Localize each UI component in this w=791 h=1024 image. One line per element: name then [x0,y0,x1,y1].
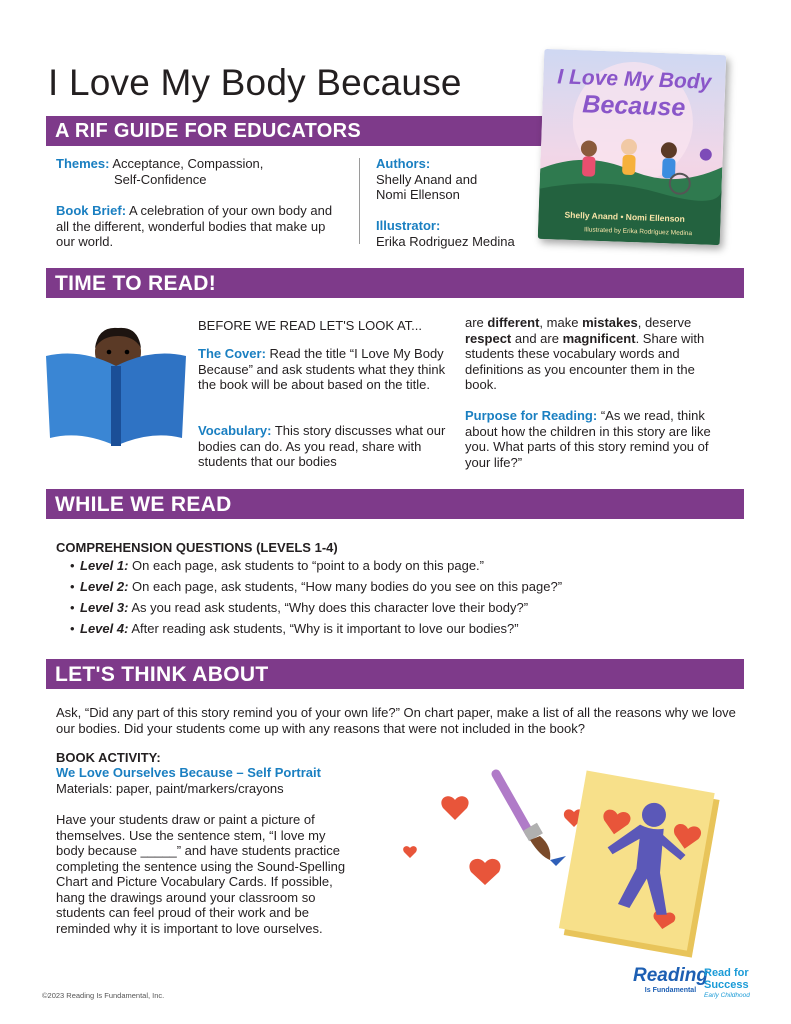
time-to-read-heading: TIME TO READ! [46,268,744,298]
guide-bar: A RIF GUIDE FOR EDUCATORS [46,116,551,146]
rif-logo [633,966,708,996]
think-about-text: Ask, “Did any part of this story remind you of your own life?” On chart paper, make a list of all the reasons why we love our bodies. Did your students come up with any reasons that were not included in the book? [56,705,736,736]
child-reading-book-icon [46,322,186,450]
vocab-cont-1: are [465,315,484,330]
level-text: On each page, ask students to “point to a body on this page.” [132,558,484,573]
logo-reading: Reading [633,965,708,986]
read-for-success-logo [704,967,764,1000]
vocab-cont-5: . Share with students these vocabulary words and definitions as you encounter them in the book. [465,330,705,392]
themes-line-2: Self-Confidence [114,171,207,187]
vocabulary-paragraph [198,423,450,470]
cover-label: The Cover: [198,346,266,361]
heart-icon [403,796,584,885]
vocabulary-text: This story discusses what our bodies can do. As you read, share with students that our bodies [198,423,446,469]
authors-line-2: Nomi Ellenson [376,187,460,202]
page-title: I Love My Body Because [48,62,462,103]
book-cover-image [538,49,727,245]
list-item [58,621,738,642]
word-mistakes: mistakes [582,315,638,330]
themes-block [56,156,348,187]
comprehension-subheading: COMPREHENSION QUESTIONS (LEVELS 1-4) [56,540,338,555]
word-magnificent: magnificent [562,330,636,346]
cover-title-line-1: I Love My Body [557,65,712,94]
self-portrait-painting-icon [400,760,730,960]
list-item [58,579,738,600]
activity-materials: Materials: paper, paint/markers/crayons [56,781,284,796]
cover-authors: Shelly Anand • Nomi Ellenson [564,209,685,224]
think-about-heading: LET'S THINK ABOUT [46,659,744,689]
paintbrush-icon [496,774,566,866]
cover-text: Read the title “I Love My Body Because” and ask students what they think the book will be about based on the title. [198,346,446,392]
purpose-paragraph [465,408,723,470]
illustrator-name: Erika Rodriguez Medina [376,233,515,249]
book-brief-label: Book Brief: [56,203,127,218]
vocab-cont-2: , make [539,315,579,330]
logo-read-for: Read for [704,967,749,979]
book-brief [56,203,346,250]
cover-title-line-2: Because [581,90,686,122]
vocab-cont-4: and are [514,330,559,346]
book-activity-label: BOOK ACTIVITY: [56,750,161,765]
activity-title: We Love Ourselves Because – Self Portrait [56,765,321,780]
purpose-label: Purpose for Reading: [465,408,598,423]
logo-early-childhood: Early Childhood [704,992,750,999]
copyright: ©2023 Reading Is Fundamental, Inc. [42,991,165,1000]
themes-label: Themes: [56,156,110,171]
info-divider [359,158,360,244]
themes-line-1: Acceptance, Compassion, [112,156,264,171]
vocab-cont-3: , deserve [637,315,692,330]
logo-fundamental: Is Fundamental [644,987,697,994]
level-label: Level 3: [80,600,129,615]
vocabulary-continued [465,315,727,393]
levels-list [58,558,738,642]
activity-instructions: Have your students draw or paint a picture of themselves. Use the sentence stem, “I love my body because _____” and have students practice completing the sentence using the Sound-Spelling Chart and Picture Vocabulary Cards. If possible, hang the drawings around your classroom so students can feel proud of their work and be reminded why it is important to love ourselves. [56,812,346,936]
cover-illustrator: Illustrated by Erika Rodriguez Medina [583,226,693,238]
level-text: On each page, ask students, “How many bodies do you see on this page?” [132,579,563,594]
book-cover-art [538,49,727,245]
cover-paragraph [198,346,450,393]
book-brief-text: A celebration of your own body and all the different, wonderful bodies that make up our world. [56,203,333,249]
illustrator-label: Illustrator: [376,218,441,233]
word-different: different [487,315,540,330]
authors-line-1: Shelly Anand and [376,171,478,187]
level-label: Level 1: [80,558,129,573]
list-item [58,558,738,579]
authors-block [376,156,536,203]
purpose-text: “As we read, think about how the children in this story are like you. What parts of this story remind you of your life?” [465,408,711,470]
logo-success: Success [704,979,749,991]
level-text: After reading ask students, “Why is it important to love our bodies?” [131,621,519,636]
while-we-read-heading: WHILE WE READ [46,489,744,519]
level-label: Level 2: [80,579,129,594]
level-text: As you read ask students, “Why does this character love their body?” [131,600,529,615]
level-label: Level 4: [80,621,129,636]
list-item [58,600,738,621]
illustrator-block [376,218,541,249]
vocabulary-label: Vocabulary: [198,423,272,438]
authors-label: Authors: [376,156,431,171]
look-heading: BEFORE WE READ LET'S LOOK AT... [198,318,423,333]
word-respect: respect [465,330,512,346]
